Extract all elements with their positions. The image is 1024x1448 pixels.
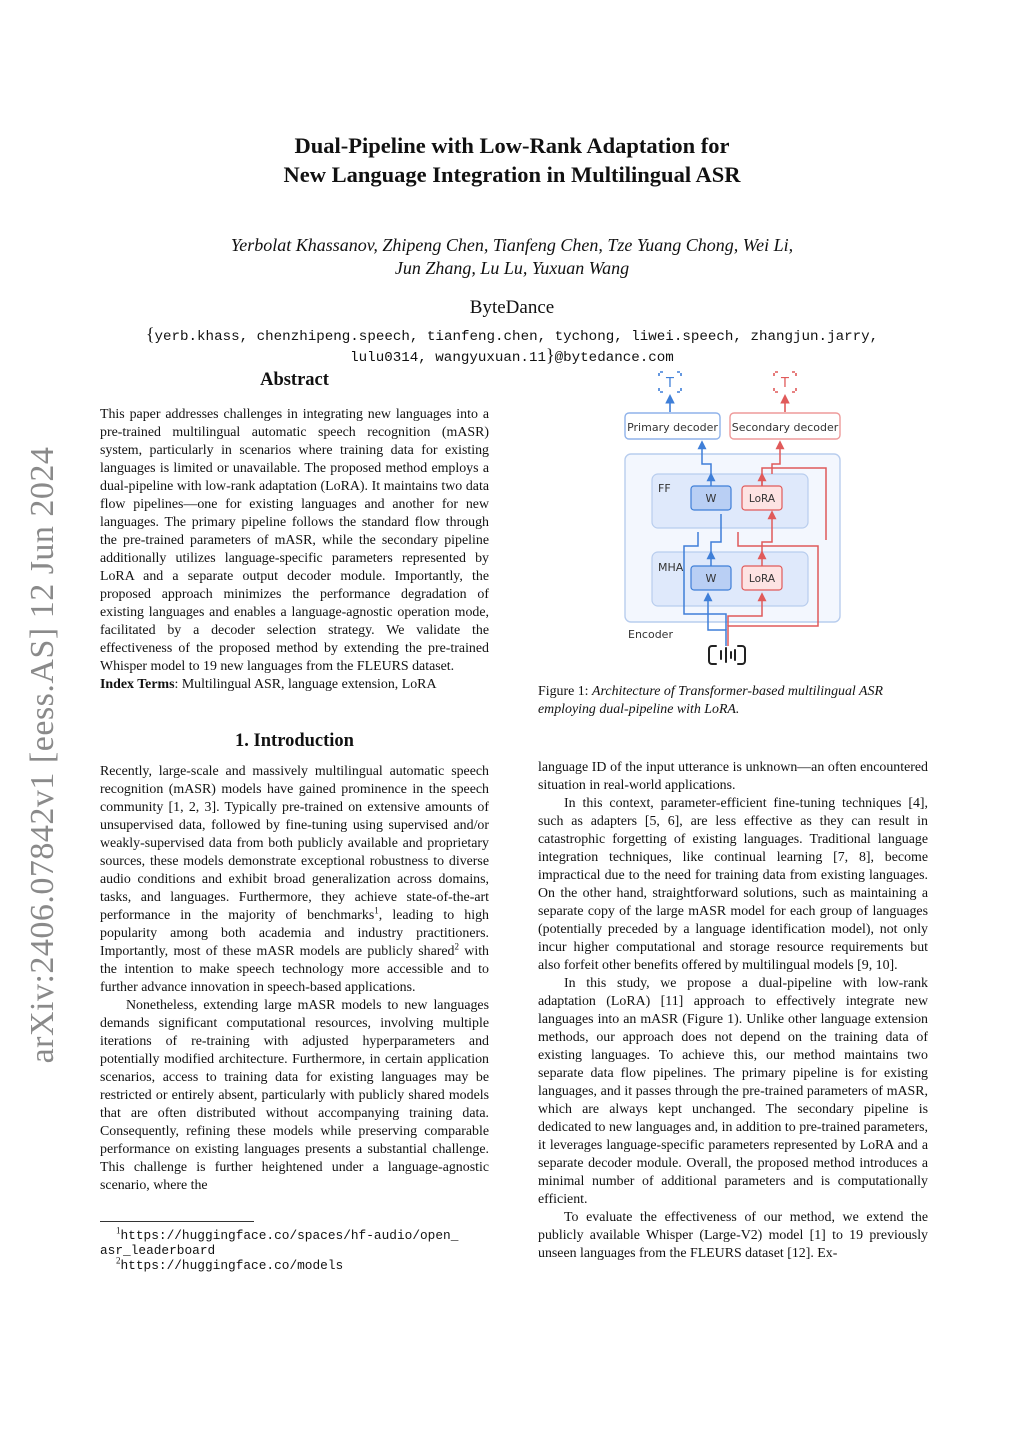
primary-token-label: T: [666, 376, 674, 391]
figure-1: [618, 364, 848, 670]
footnote-mark-2[interactable]: 2: [454, 941, 459, 952]
ff-weight-label: W: [705, 492, 717, 505]
intro-paragraph-1: [100, 763, 489, 997]
brace-open: {: [145, 324, 155, 344]
paper-title: [0, 131, 1024, 189]
introduction-right-column: [538, 759, 928, 1263]
abstract-body: [100, 406, 489, 694]
introduction-heading: 1. Introduction: [235, 731, 354, 751]
intro-paragraph-2: Nonetheless, extending large mASR models to new languages demands significant computational resources, involving multiple iterations of re-training with adjusted hyperparameters and potentially modified architecture. Furthermore, in certain application scenarios, access to training data for existing languages may be restricted or entirely absent, particularly with publicly shared models that are often distributed without accompanying training data. Consequently, refining these models while preserving comparable performance on existing languages presents a substantial challenge. This challenge is further heightened under a language-agnostic scenario, where the: [100, 998, 489, 1193]
footnote-rule: [100, 1221, 254, 1222]
primary-token-icon: [659, 372, 681, 392]
secondary-decoder-label: Secondary decoder: [731, 421, 839, 434]
primary-decoder-label: Primary decoder: [627, 421, 718, 434]
audio-input-icon: [709, 646, 745, 664]
footnotes: [100, 1225, 500, 1273]
footnote-2-url[interactable]: https://huggingface.co/models: [120, 1258, 344, 1273]
figure-1-caption-label: Figure 1:: [538, 684, 593, 699]
introduction-left-column: [100, 763, 489, 1195]
abstract-heading: Abstract: [260, 370, 329, 390]
figure-1-caption-text: Architecture of Transformer-based multilingual ASR employing dual-pipeline with LoRA.: [538, 684, 883, 717]
footnote-2-mark: 2: [116, 1255, 121, 1266]
index-terms-text: : Multilingual ASR, language extension, LoRA: [174, 677, 437, 692]
intro-p1-b: , leading to high popularity among both academia and industry practitioners. Importantly, most of these mASR models are publicly shared: [100, 908, 489, 959]
authors-line-1: Yerbolat Khassanov, Zhipeng Chen, Tianfeng Chen, Tze Yuang Chong, Wei Li,: [230, 235, 794, 255]
authors-line-2: Jun Zhang, Lu Lu, Yuxuan Wang: [394, 258, 630, 278]
mha-label: MHA: [658, 561, 684, 574]
emails: [0, 325, 1024, 367]
arxiv-id: arXiv:2406.07842v1 [eess.AS] 12 Jun 2024: [24, 446, 61, 1064]
title-line-2: New Language Integration in Multilingual ASR: [283, 162, 741, 187]
encoder-label: Encoder: [628, 628, 673, 641]
intro-p1-c: with the intention to make speech technology more accessible and to further advance innovation in speech-based applications.: [100, 944, 489, 995]
emails-line-1: yerb.khass, chenzhipeng.speech, tianfeng.chen, tychong, liwei.speech, zhangjun.jarry,: [154, 329, 879, 345]
title-line-1: Dual-Pipeline with Low-Rank Adaptation for: [294, 133, 730, 158]
abstract-text: This paper addresses challenges in integrating new languages into a pre-trained multilingual automatic speech recognition (mASR) system, particularly in scenarios where training data for existing languages is limited or unavailable. The proposed method employs a dual-pipeline with low-rank adaptation (LoRA). It maintains two data flow pipelines—one for existing languages and another for new languages. The primary pipeline follows the standard flow through the pre-trained parameters of mASR, while the secondary pipeline additionally utilizes language-specific parameters represented by LoRA and a separate output decoder module. Importantly, the proposed approach minimizes the performance degradation of existing languages and enables a language-agnostic operation mode, facilitated by a decoder selection strategy. We validate the effectiveness of the proposed method by extending the pre-trained Whisper model to 19 new languages from the FLEURS dataset.: [100, 407, 489, 674]
index-terms: [100, 676, 489, 694]
footnote-1-url-b[interactable]: asr_leaderboard: [100, 1243, 216, 1258]
index-terms-label: Index Terms: [100, 677, 175, 692]
emails-line-2: lulu0314, wangyuxuan.11: [350, 350, 546, 366]
secondary-token-label: T: [781, 376, 789, 391]
intro-paragraph-5: In this study, we propose a dual-pipeline with low-rank adaptation (LoRA) [11] approach to effectively integrate new languages into an mASR (Figure 1). Unlike other language extension methods, our approach does not depend on the training data of existing languages. To achieve this, our method maintains two separate data flow pipelines. The primary pipeline is for existing languages, and it passes through the pre-trained parameters of mASR, which are always kept unchanged. The secondary pipeline is dedicated to new languages and, in addition to pre-trained parameters, it leverages language-specific parameters represented by LoRA and a separate decoder module. Overall, the proposed method introduces a minimal number of additional parameters and is computationally efficient.: [538, 976, 928, 1207]
mha-weight-label: W: [705, 572, 717, 585]
intro-paragraph-3: language ID of the input utterance is unknown—an often encountered situation in real-world applications.: [538, 760, 928, 793]
emails-domain: @bytedance.com: [554, 350, 674, 366]
figure-1-caption: [538, 683, 930, 719]
arxiv-sidebar: [18, 430, 68, 1080]
secondary-token-icon: [774, 372, 796, 392]
footnote-1-mark: 1: [116, 1225, 121, 1236]
mha-lora-label: LoRA: [748, 573, 776, 585]
architecture-diagram: [618, 364, 848, 670]
intro-paragraph-6: To evaluate the effectiveness of our method, we extend the publicly available Whisper (Large-V2) model [1] to 19 previously unseen languages from the FLEURS dataset [12]. Ex-: [538, 1210, 928, 1261]
ff-label: FF: [658, 482, 671, 495]
footnote-1-url-a[interactable]: https://huggingface.co/spaces/hf-audio/open_: [120, 1228, 459, 1243]
intro-p1-a: Recently, large-scale and massively multilingual automatic speech recognition (mASR) models have gained prominence in the speech community [1, 2, 3]. Typically pre-trained on extensive amounts of unsupervised data, followed by fine-tuning using supervised and/or weakly-supervised data from both publicly available and proprietary sources, these models demonstrate exceptional robustness to diverse audio conditions and exhibit broad generalization across domains, tasks, and languages. Furthermore, they achieve state-of-the-art performance in the majority of benchmarks: [100, 764, 489, 923]
intro-paragraph-4: In this context, parameter-efficient fine-tuning techniques [4], such as adapters [5, 6], are less effective as they can result in catastrophic forgetting of existing languages. Traditional language integration techniques, like continual learning [7, 8], become impractical due to the need for training data from existing languages. On the other hand, straightforward solutions, such as maintaining a separate copy of the large mASR model for each group of languages (potentially preceded by a language identification model), not only incur higher computational and storage resource requirements but also forfeit other benefits offered by multilingual models [9, 10].: [538, 796, 928, 973]
ff-lora-label: LoRA: [748, 493, 776, 505]
brace-close: }: [545, 345, 555, 365]
authors: [0, 234, 1024, 280]
footnote-mark-1[interactable]: 1: [374, 905, 379, 916]
affiliation: ByteDance: [469, 297, 555, 318]
